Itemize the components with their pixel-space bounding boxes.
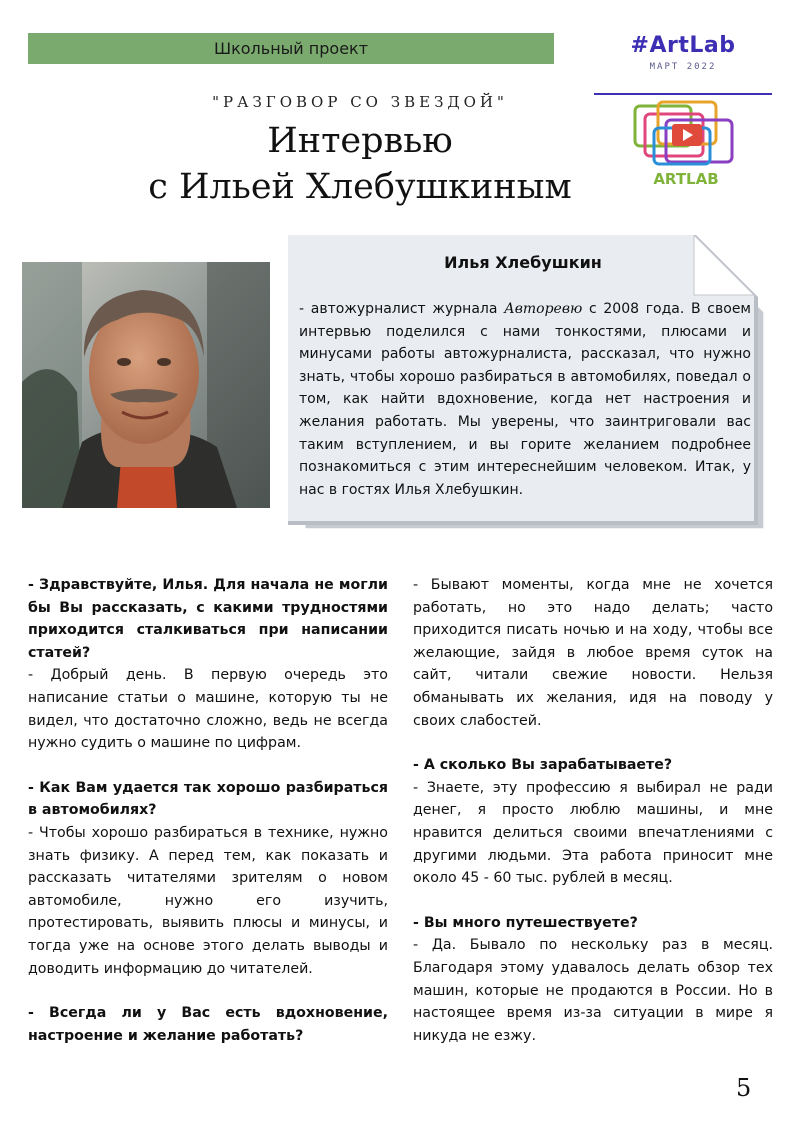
- page-number: 5: [736, 1074, 752, 1102]
- answer-4: - Знаете, эту профессию я выбирал не ради денег, я просто люблю машины, и мне нравится делиться своими впечатлениями с другими людьми. Эта работа приносит мне около 45 - 60 тыс. рублей в месяц.: [413, 779, 773, 887]
- portrait-photo: [22, 262, 270, 508]
- profile-card: [288, 235, 764, 529]
- question-1: - Здравствуйте, Илья. Для начала не могли бы Вы рассказать, с какими трудностями приходится сталкиваться при написании статей?: [28, 577, 388, 661]
- interviewee-name: Илья Хлебушкин: [444, 253, 602, 272]
- bio-rest: с 2008 года. В своем интервью поделился с нами тонкостями, плюсами и минусами работы автожурналиста, рассказал, что нужно знать, чтобы хорошо разбираться в автомобилях, поведал о том, как найти вдохновение, когда нет настроения и желания работать. Мы уверены, что заинтриговали вас таким вступлением, и вы горите желанием подробнее познакомиться с этим интереснейшим человеком. Итак, у нас в гостях Илья Хлебушкин.: [299, 301, 751, 498]
- interviewee-bio: [299, 298, 751, 501]
- question-2: - Как Вам удается так хорошо разбираться в автомобилях?: [28, 779, 388, 819]
- answer-5: - Да. Бывало по нескольку раз в месяц. Благодаря этому удавалось делать обзор тех машин, которые не продаются в России. Но в настоящее время из-за ситуации в мире я никуда не езжу.: [413, 937, 773, 1044]
- question-5: - Вы много путешествуете?: [413, 914, 638, 931]
- interview-column-left: [28, 574, 388, 1047]
- article-title: [0, 118, 720, 210]
- title-line-1: Интервью: [267, 121, 453, 161]
- bio-prefix: - автожурналист журнала: [299, 301, 505, 317]
- issue-date: МАРТ 2022: [649, 62, 717, 72]
- bio-magazine: Авторевю: [504, 301, 583, 317]
- answer-3: - Бывают моменты, когда мне не хочется работать, но это надо делать; часто приходится писать ночью и на ходу, чтобы все желающие, зайдя в любое время суток на сайт, читали свежие новости. Нельзя обманывать их желания, идя на поводу у своих слабостей.: [413, 577, 773, 729]
- article-kicker: "РАЗГОВОР СО ЗВЕЗДОЙ": [212, 93, 508, 111]
- brand-block: [594, 33, 772, 72]
- title-line-2: с Ильей Хлебушкиным: [148, 167, 572, 207]
- school-project-banner: [28, 33, 554, 64]
- logo-wordmark: ARTLAB: [653, 170, 719, 188]
- question-4: - А сколько Вы зарабатываете?: [413, 757, 673, 774]
- interview-column-right: [413, 574, 773, 1047]
- answer-2: - Чтобы хорошо разбираться в технике, нужно знать физику. А перед тем, как показать и рассказать читателями зрителям о новом автомобиле, нужно его изучить, протестировать, выявить плюсы и минусы, и тогда уже на основе этого делать выводы и доводить информацию до читателей.: [28, 824, 388, 977]
- question-3: - Всегда ли у Вас есть вдохновение, настроение и желание работать?: [28, 1005, 388, 1044]
- answer-1: - Добрый день. В первую очередь это написание статьи о машине, которую ты не видел, что достаточно сложно, ведь не всегда нужно судить о машине по цифрам.: [28, 667, 388, 752]
- brand-tag: #ArtLab: [630, 33, 736, 58]
- banner-label: Школьный проект: [213, 39, 369, 58]
